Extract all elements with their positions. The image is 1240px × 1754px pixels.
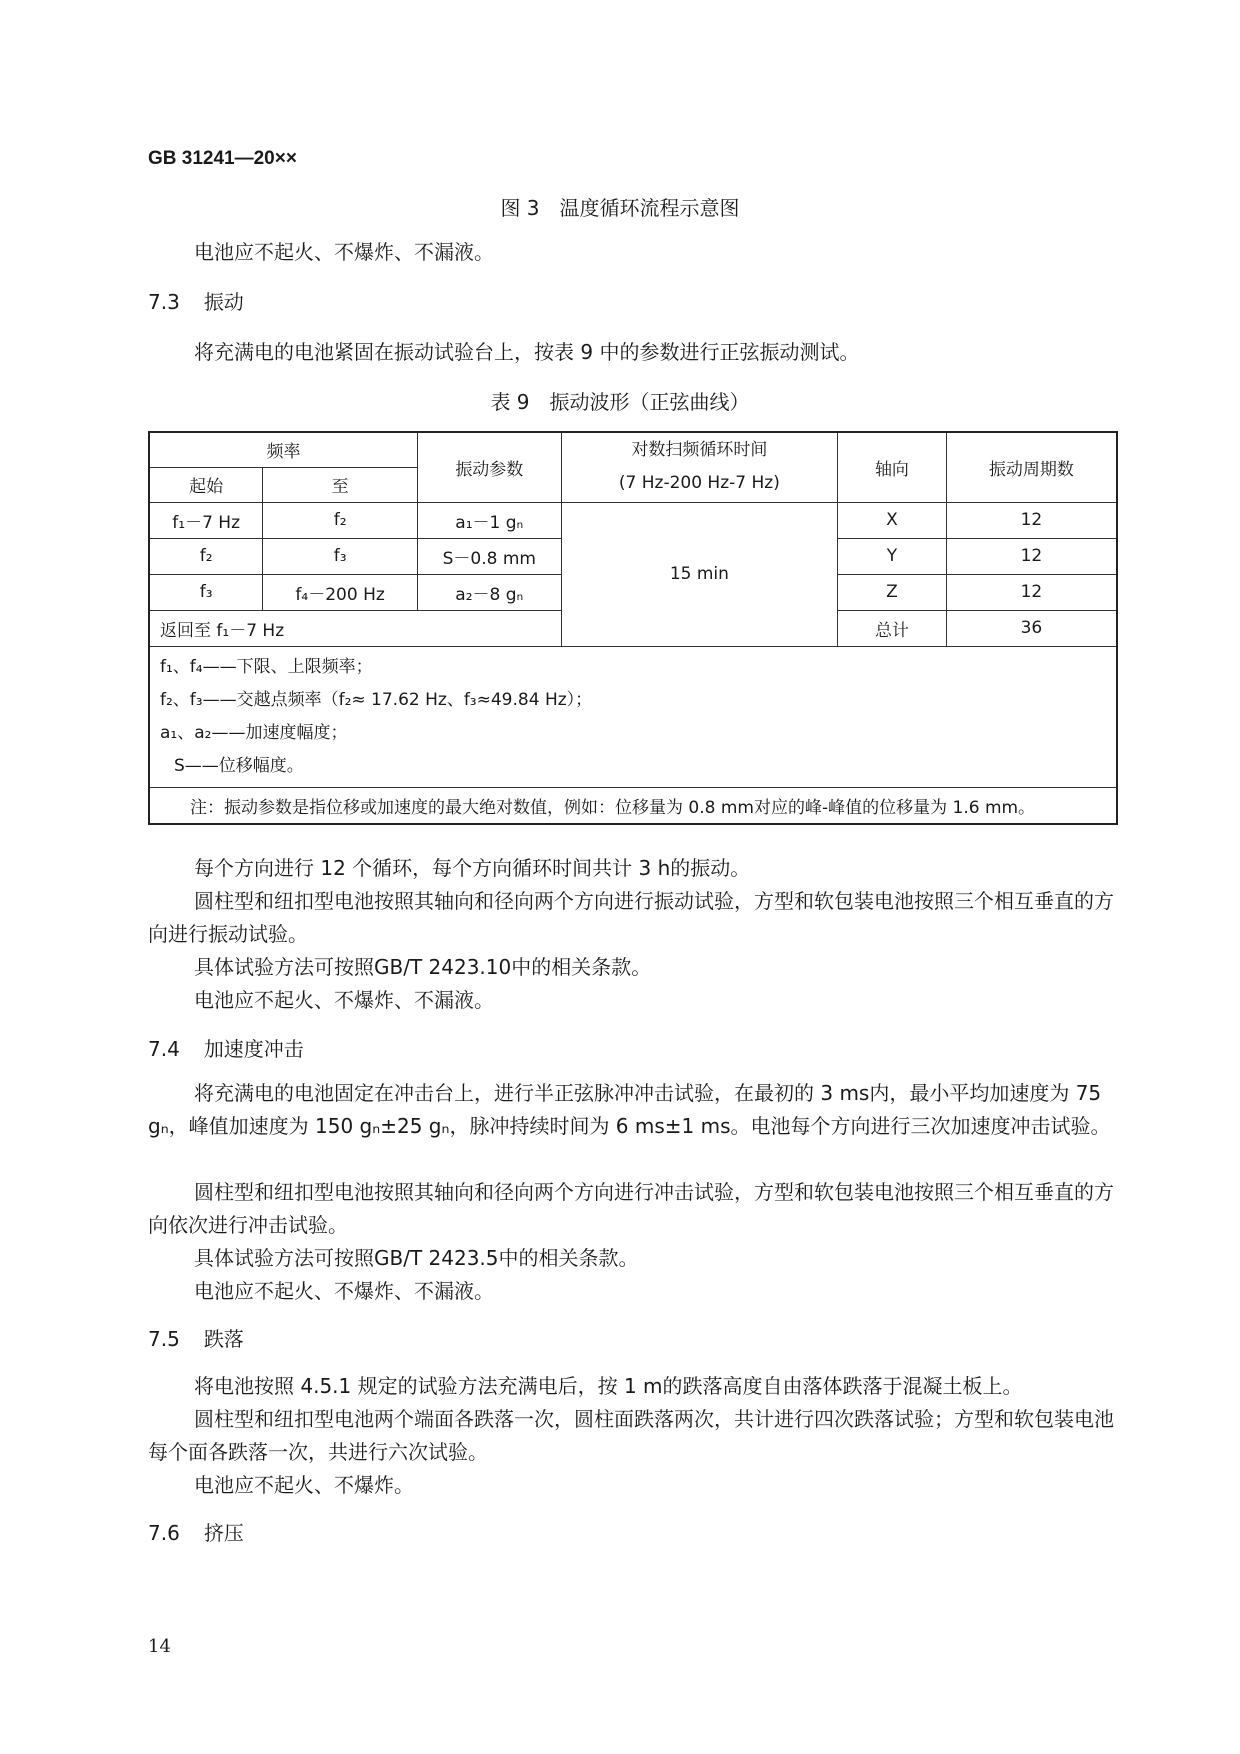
cell-axis: Y — [838, 538, 947, 574]
section-number: 7.6 — [148, 1521, 180, 1545]
drop-detail: 圆柱型和纽扣型电池两个端面各跌落一次，圆柱面跌落两次，共计进行四次跌落试验；方型和软包装电池每个面各跌落一次，共进行六次试验。 — [148, 1407, 1114, 1464]
header-to: 至 — [263, 467, 418, 502]
cell-axis: Z — [838, 574, 947, 610]
sweep-label: 对数扫频循环时间 — [631, 440, 768, 461]
cell-cycles: 12 — [946, 502, 1117, 538]
vibration-table — [148, 431, 1118, 825]
cell-axis: X — [838, 502, 947, 538]
section-heading-7-5 — [148, 1323, 244, 1352]
cell-to: f₄－200 Hz — [263, 574, 418, 610]
cell-start: f₁－7 Hz — [149, 502, 263, 538]
shock-direction: 圆柱型和纽扣型电池按照其轴向和径向两个方向进行冲击试验，方型和软包装电池按照三个相互垂直的方向依次进行冲击试验。 — [148, 1180, 1114, 1237]
table-caption: 表 9 振动波形（正弦曲线） — [490, 390, 750, 414]
note-line: S——位移幅度。 — [174, 755, 304, 776]
cell-sweep-time: 15 min — [561, 502, 837, 646]
cell-start: f₂ — [149, 538, 263, 574]
section-number: 7.4 — [148, 1037, 180, 1061]
note-line: f₁、f₄——下限、上限频率； — [160, 656, 373, 677]
table-footnote: 注：振动参数是指位移或加速度的最大绝对数值，例如：位移量为 0.8 mm对应的峰-峰值的位移量为 1.6 mm。 — [149, 787, 1117, 824]
standard-number: GB 31241—20×× — [148, 148, 297, 169]
cell-cycles: 12 — [946, 538, 1117, 574]
cell-start: f₃ — [149, 574, 263, 610]
section-title: 跌落 — [203, 1327, 244, 1351]
cell-param: a₁－1 gₙ — [417, 502, 561, 538]
result-text: 电池应不起火、不爆炸、不漏液。 — [194, 1279, 494, 1303]
cell-param: S－0.8 mm — [417, 538, 561, 574]
section-title: 挤压 — [203, 1521, 244, 1545]
table-row — [149, 502, 1117, 538]
table-notes — [149, 646, 1117, 787]
header-axis: 轴向 — [838, 432, 947, 502]
result-text: 电池应不起火、不爆炸。 — [194, 1473, 414, 1497]
note-line: a₁、a₂——加速度幅度； — [160, 722, 348, 743]
note-line: f₂、f₃——交越点频率（f₂≈ 17.62 Hz、f₃≈49.84 Hz）； — [160, 689, 593, 710]
header-vibration-param: 振动参数 — [417, 432, 561, 502]
cell-return: 返回至 f₁－7 Hz — [149, 610, 561, 646]
section-title: 振动 — [203, 290, 244, 314]
vibration-intro: 将充满电的电池紧固在振动试验台上，按表 9 中的参数进行正弦振动测试。 — [194, 340, 860, 364]
cell-to: f₃ — [263, 538, 418, 574]
section-number: 7.5 — [148, 1327, 180, 1351]
shock-intro: 将充满电的电池固定在冲击台上，进行半正弦脉冲冲击试验，在最初的 3 ms内，最小平均加速度为 75 gₙ，峰值加速度为 150 gₙ±25 gₙ，脉冲持续时间为 6 ms±1 ms。电池每个方向进行三次加速度冲击试验。 — [148, 1081, 1111, 1138]
result-text: 电池应不起火、不爆炸、不漏液。 — [194, 988, 494, 1012]
sweep-range: (7 Hz-200 Hz-7 Hz) — [618, 473, 780, 494]
section-heading-7-4 — [148, 1033, 304, 1062]
figure-caption: 图 3 温度循环流程示意图 — [500, 196, 740, 220]
vibration-direction: 圆柱型和纽扣型电池按照其轴向和径向两个方向进行振动试验，方型和软包装电池按照三个相互垂直的方向进行振动试验。 — [148, 889, 1114, 946]
section-heading-7-6 — [148, 1517, 244, 1546]
section-number: 7.3 — [148, 290, 180, 314]
section-title: 加速度冲击 — [203, 1037, 304, 1061]
drop-intro: 将电池按照 4.5.1 规定的试验方法充满电后，按 1 m的跌落高度自由落体跌落于混凝土板上。 — [194, 1374, 1023, 1398]
cell-to: f₂ — [263, 502, 418, 538]
shock-method: 具体试验方法可按照GB/T 2423.5中的相关条款。 — [194, 1246, 639, 1270]
cell-total-label: 总计 — [838, 610, 947, 646]
cell-cycles: 12 — [946, 574, 1117, 610]
header-sweep-time — [561, 432, 837, 502]
header-cycles: 振动周期数 — [946, 432, 1117, 502]
header-frequency: 频率 — [149, 432, 417, 467]
cell-total-cycles: 36 — [946, 610, 1117, 646]
cell-param: a₂－8 gₙ — [417, 574, 561, 610]
vibration-method: 具体试验方法可按照GB/T 2423.10中的相关条款。 — [194, 955, 652, 979]
section-heading-7-3 — [148, 286, 244, 315]
page-number: 14 — [148, 1636, 171, 1657]
result-text: 电池应不起火、不爆炸、不漏液。 — [194, 240, 494, 264]
vibration-cycles: 每个方向进行 12 个循环，每个方向循环时间共计 3 h的振动。 — [194, 856, 751, 880]
header-start: 起始 — [149, 467, 263, 502]
